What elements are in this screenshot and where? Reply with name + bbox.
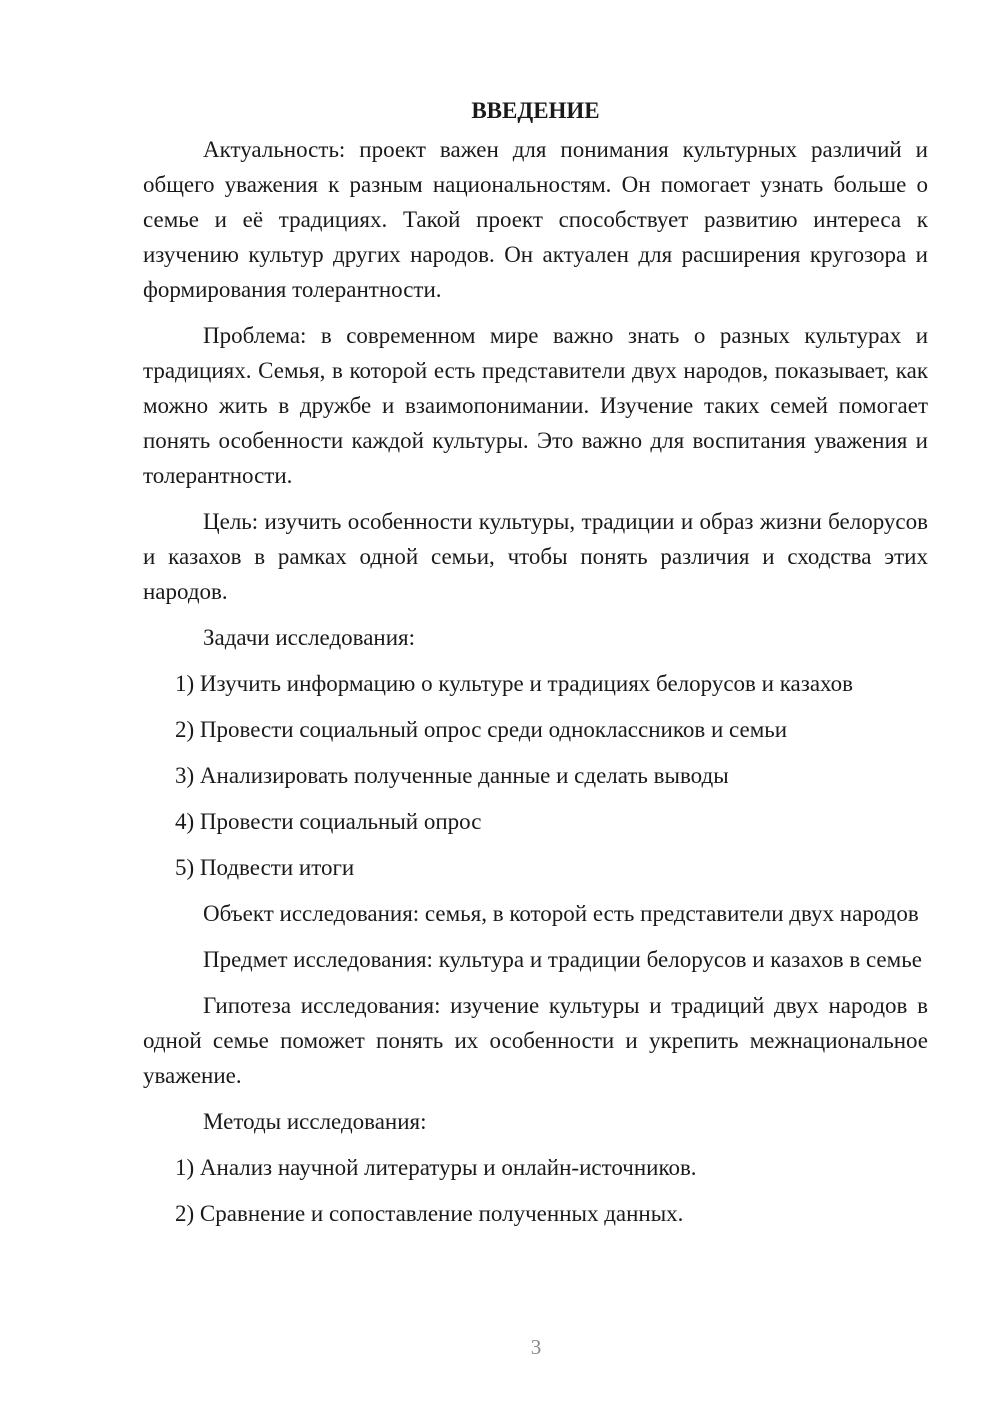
object-paragraph: Объект исследования: семья, в которой есть представители двух народов [203,901,919,926]
relevance-paragraph: Актуальность: проект важен для понимания культурных различий и общего уважения к разным национальностям. Он помогает узнать больше о семье и её традициях. Такой проект способствует развитию интереса к изучению культур других народов. Он актуален для расширения кругозора и формирования толерантности. [143,137,928,302]
list-item: 1) Анализ научной литературы и онлайн-источников. [175,1155,697,1180]
subject-paragraph: Предмет исследования: культура и традиции белорусов и казахов в семье [203,947,922,972]
goal-paragraph: Цель: изучить особенности культуры, традиции и образ жизни белорусов и казахов в рамках одной семьи, чтобы понять различия и сходства этих народов. [143,509,928,604]
list-item: 5) Подвести итоги [175,855,355,880]
page-title: ВВЕДЕНИЕ [471,98,600,123]
document-page [143,96,928,1242]
methods-title: Методы исследования: [203,1109,427,1134]
tasks-list [143,666,928,885]
list-item: 2) Провести социальный опрос среди одноклассников и семьи [175,717,788,742]
list-item: 2) Сравнение и сопоставление полученных данных. [175,1201,684,1226]
hypothesis-paragraph: Гипотеза исследования: изучение культуры и традиций двух народов в одной семье поможет понять их особенности и укрепить межнациональное уважение. [143,993,928,1088]
list-item: 4) Провести социальный опрос [175,809,482,834]
methods-list [143,1150,928,1231]
problem-paragraph: Проблема: в современном мире важно знать о разных культурах и традициях. Семья, в которой есть представители двух народов, показывает, как можно жить в дружбе и взаимопонимании. Изучение таких семей помогает понять особенности каждой культуры. Это важно для воспитания уважения и толерантности. [143,323,928,488]
tasks-title: Задачи исследования: [203,625,416,650]
list-item: 1) Изучить информацию о культуре и традициях белорусов и казахов [175,671,854,696]
page-number: 3 [530,1335,542,1359]
list-item: 3) Анализировать полученные данные и сделать выводы [175,763,729,788]
